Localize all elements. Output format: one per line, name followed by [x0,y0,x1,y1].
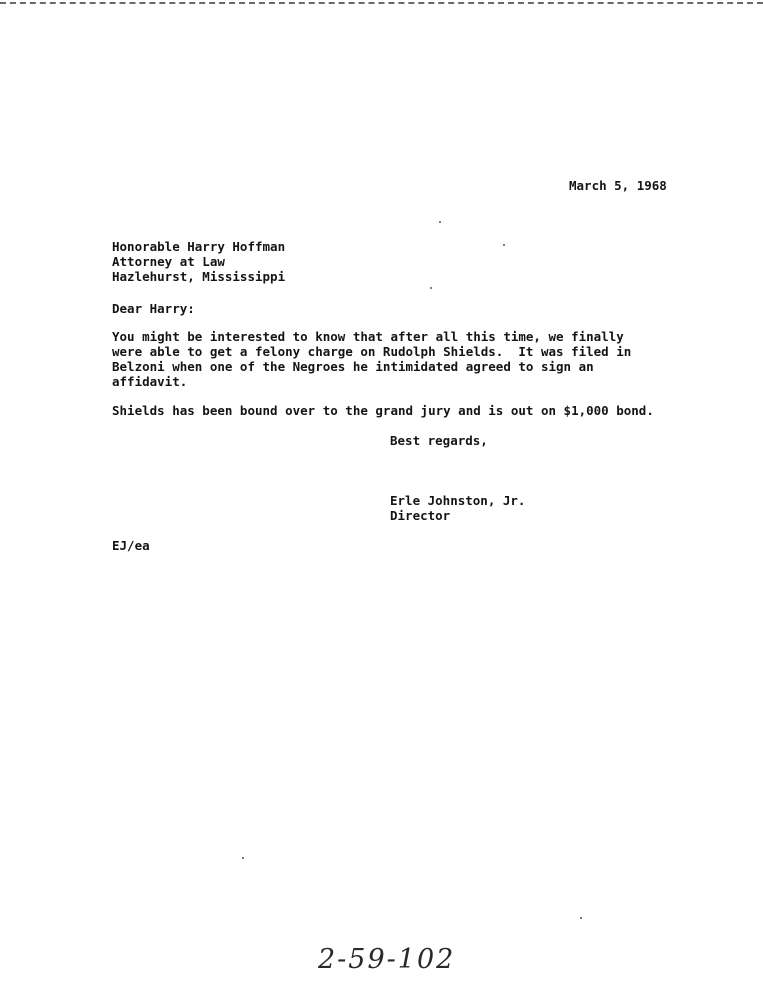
body-paragraph-2: Shields has been bound over to the grand jury and is out on $1,000 bond. [112,403,654,418]
recipient-location: Hazlehurst, Mississippi [112,269,286,284]
closing: Best regards, [390,433,488,448]
scan-speck [430,287,432,289]
signature-block [390,493,525,523]
scan-speck [242,857,244,859]
signer-name: Erle Johnston, Jr. [390,493,526,508]
recipient-name: Honorable Harry Hoffman [112,239,286,254]
reference-initials: EJ/ea [112,538,150,553]
page-top-border [0,2,763,4]
scan-speck [580,917,582,919]
handwritten-file-number: 2-59-102 [318,944,456,975]
salutation: Dear Harry: [112,301,195,316]
recipient-title: Attorney at Law [112,254,225,269]
recipient-address [112,239,285,284]
scan-speck [503,244,505,246]
letter-date: March 5, 1968 [569,178,667,193]
scan-speck [439,221,441,223]
signer-title: Director [390,508,451,523]
body-paragraph-1: You might be interested to know that after all this time, we finally were able to get a felony charge on Rudolph Shields. It was filed in Belzoni when one of the Negroes he intimidated agreed to sign an affidavit. [112,329,632,389]
